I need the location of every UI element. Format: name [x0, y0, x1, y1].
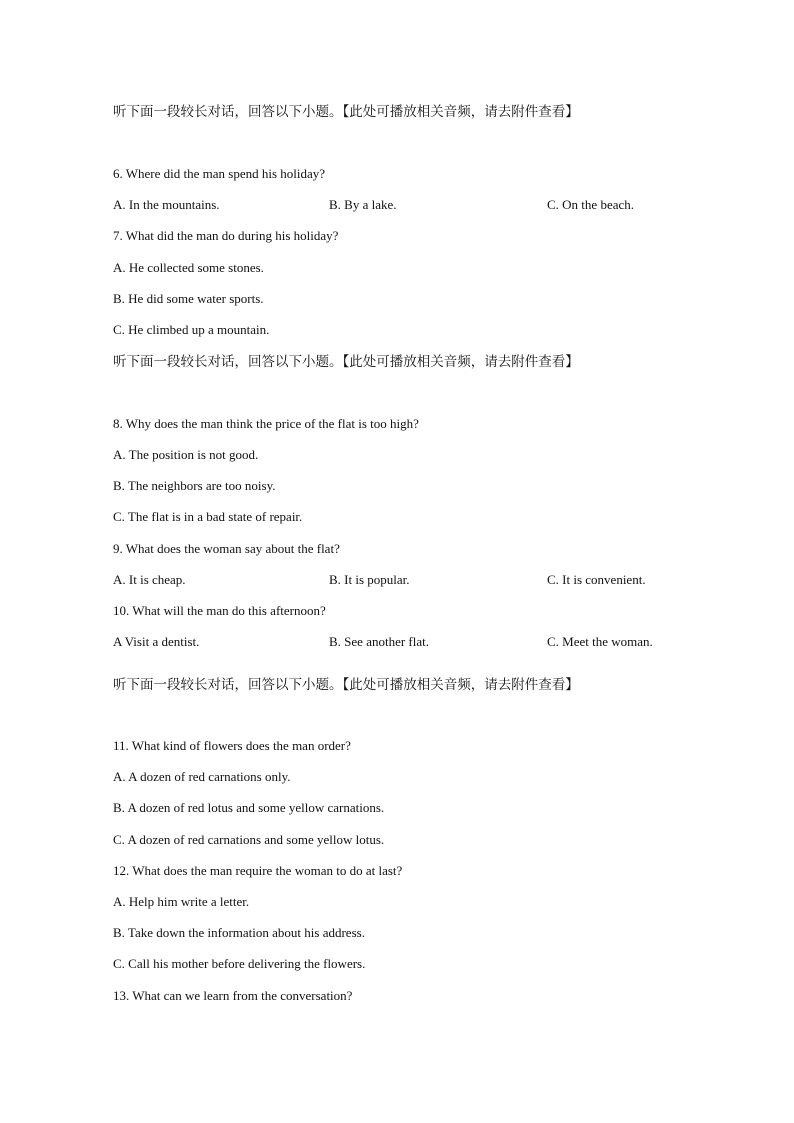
option-b: B. By a lake.	[329, 197, 397, 212]
option-c: C. A dozen of red carnations and some yellow lotus.	[113, 832, 385, 847]
option-row	[113, 571, 713, 589]
option-b: B. He did some water sports.	[113, 291, 264, 306]
section-instruction: 听下面一段较长对话，回答以下小题。【此处可播放相关音频，请去附件查看】	[113, 677, 579, 693]
option-b: B. A dozen of red lotus and some yellow carnations.	[113, 800, 385, 815]
option-a: A. He collected some stones.	[113, 260, 264, 275]
question-stem: 6. Where did the man spend his holiday?	[113, 166, 326, 181]
option-a: A. The position is not good.	[113, 447, 259, 462]
section-instruction: 听下面一段较长对话，回答以下小题。【此处可播放相关音频，请去附件查看】	[113, 354, 579, 370]
question-stem: 13. What can we learn from the conversation?	[113, 988, 353, 1003]
option-a: A. In the mountains.	[113, 197, 220, 212]
question-stem: 7. What did the man do during his holiday?	[113, 228, 339, 243]
option-c: C. The flat is in a bad state of repair.	[113, 509, 303, 524]
option-c: C. Meet the woman.	[547, 634, 653, 649]
option-a: A. A dozen of red carnations only.	[113, 769, 291, 784]
option-a: A Visit a dentist.	[113, 634, 200, 649]
option-b: B. The neighbors are too noisy.	[113, 478, 276, 493]
question-stem: 12. What does the man require the woman to do at last?	[113, 863, 403, 878]
option-b: B. It is popular.	[329, 572, 410, 587]
option-row	[113, 196, 713, 214]
option-row	[113, 633, 713, 651]
question-stem: 11. What kind of flowers does the man order?	[113, 738, 351, 753]
section-instruction: 听下面一段较长对话，回答以下小题。【此处可播放相关音频，请去附件查看】	[113, 104, 579, 120]
option-c: C. It is convenient.	[547, 572, 646, 587]
option-a: A. Help him write a letter.	[113, 894, 250, 909]
question-stem: 10. What will the man do this afternoon?	[113, 603, 326, 618]
question-stem: 8. Why does the man think the price of the flat is too high?	[113, 416, 419, 431]
question-stem: 9. What does the woman say about the flat?	[113, 541, 340, 556]
option-c: C. He climbed up a mountain.	[113, 322, 270, 337]
option-b: B. Take down the information about his address.	[113, 925, 365, 940]
option-c: C. On the beach.	[547, 197, 635, 212]
option-b: B. See another flat.	[329, 634, 429, 649]
option-c: C. Call his mother before delivering the flowers.	[113, 956, 366, 971]
option-a: A. It is cheap.	[113, 572, 186, 587]
